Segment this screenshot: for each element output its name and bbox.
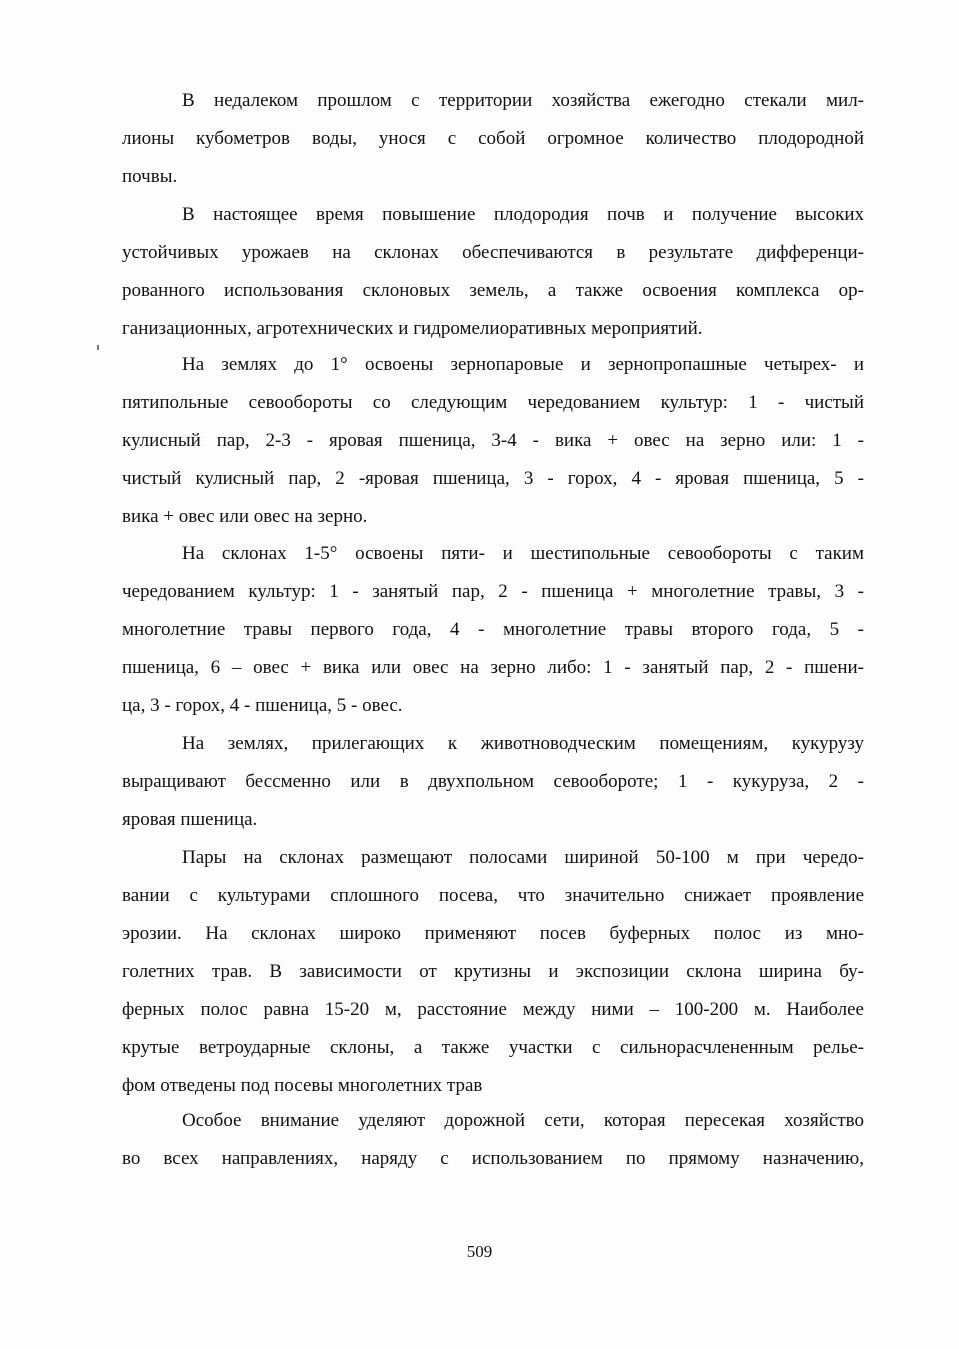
paragraph-line: ца, 3 - горох, 4 - пшеница, 5 - овес.	[122, 695, 403, 716]
paragraph-line: На землях, прилегающих к животноводческим помещениям, кукурузу	[182, 733, 864, 754]
paragraph-7	[122, 1102, 864, 1178]
paragraph-line: яровая пшеница.	[122, 809, 258, 830]
paragraph-line: многолетние травы первого года, 4 - многолетние травы второго года, 5 -	[122, 619, 864, 640]
paragraph-line: пшеница, 6 – овес + вика или овес на зерно либо: 1 - занятый пар, 2 - пшени-	[122, 657, 864, 678]
paragraph-line: На склонах 1-5° освоены пяти- и шестипольные севообороты с таким	[182, 543, 864, 564]
paragraph-line: ганизационных, агротехнических и гидромелиоративных мероприятий.	[122, 318, 703, 339]
paragraph-line: фом отведены под посевы многолетних трав	[122, 1075, 483, 1096]
paragraph-line: кулисный пар, 2-3 - яровая пшеница, 3-4 - вика + овес на зерно или: 1 -	[122, 430, 864, 451]
paragraph-line: лионы кубометров воды, унося с собой огромное количество плодородной	[122, 128, 864, 149]
paragraph-line: В недалеком прошлом с территории хозяйства ежегодно стекали мил-	[182, 90, 864, 111]
paragraph-2	[122, 196, 864, 348]
paragraph-line: вика + овес или овес на зерно.	[122, 506, 368, 527]
paragraph-line: голетних трав. В зависимости от крутизны и экспозиции склона ширина бу-	[122, 961, 864, 982]
paragraph-line: чистый кулисный пар, 2 -яровая пшеница, 3 - горох, 4 - яровая пшеница, 5 -	[122, 468, 864, 489]
paragraph-3	[122, 346, 864, 536]
paragraph-line: эрозии. На склонах широко применяют посев буферных полос из мно-	[122, 923, 864, 944]
paragraph-5	[122, 725, 864, 839]
paragraph-1	[122, 82, 864, 196]
page-number: 509	[466, 1242, 493, 1261]
paragraph-line: выращивают бессменно или в двухпольном севообороте; 1 - кукуруза, 2 -	[122, 771, 864, 792]
paragraph-line: почвы.	[122, 166, 178, 187]
paragraph-line: во всех направлениях, наряду с использованием по прямому назначению,	[122, 1148, 864, 1169]
paragraph-line: В настоящее время повышение плодородия почв и получение высоких	[182, 204, 864, 225]
paragraph-4	[122, 535, 864, 725]
paragraph-line: чередованием культур: 1 - занятый пар, 2 - пшеница + многолетние травы, 3 -	[122, 581, 864, 602]
paragraph-line: рованного использования склоновых земель, а также освоения комплекса ор-	[122, 280, 864, 301]
paragraph-line: крутые ветроударные склоны, а также участки с сильнорасчлененным релье-	[122, 1037, 864, 1058]
paragraph-line: Пары на склонах размещают полосами шириной 50-100 м при чередо-	[182, 847, 864, 868]
paragraph-6	[122, 839, 864, 1105]
paragraph-line: На землях до 1° освоены зернопаровые и зернопропашные четырех- и	[182, 354, 864, 375]
scan-speck	[97, 345, 99, 350]
paragraph-line: устойчивых урожаев на склонах обеспечиваются в результате дифференци-	[122, 242, 864, 263]
paragraph-line: вании с культурами сплошного посева, что значительно снижает проявление	[122, 885, 864, 906]
paragraph-line: пятипольные севообороты со следующим чередованием культур: 1 - чистый	[122, 392, 864, 413]
paragraph-line: ферных полос равна 15-20 м, расстояние между ними – 100-200 м. Наиболее	[122, 999, 864, 1020]
paragraph-line: Особое внимание уделяют дорожной сети, которая пересекая хозяйство	[182, 1110, 864, 1131]
